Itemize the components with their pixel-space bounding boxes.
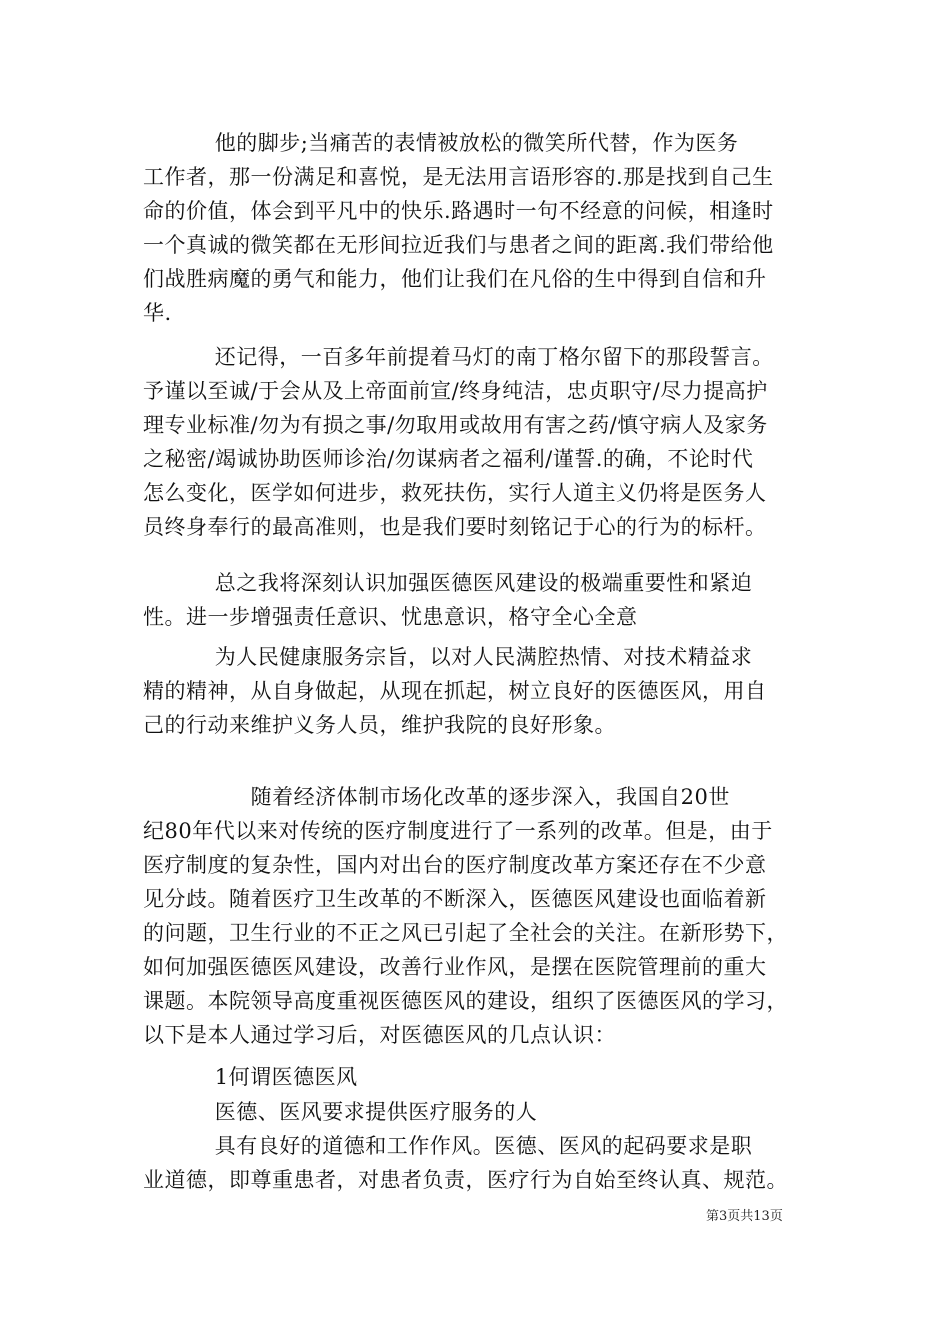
- text-line: 为人民健康服务宗旨，以对人民满腔热情、对技术精益求: [143, 645, 753, 669]
- text-line: 工作者，那一份满足和喜悦，是无法用言语形容的.那是找到自己生: [143, 165, 774, 189]
- text-line: 如何加强医德医风建设，改善行业作风，是摆在医院管理前的重大: [143, 955, 767, 979]
- paragraph-4: [143, 640, 823, 742]
- paragraph-3: [143, 566, 823, 634]
- paragraph-7: [143, 1129, 823, 1197]
- text-line: 予谨以至诚/于会从及上帝面前宣/终身纯洁，忠贞职守/尽力提高护: [143, 379, 768, 403]
- text-line: 还记得，一百多年前提着马灯的南丁格尔留下的那段誓言。: [143, 345, 774, 369]
- text-line: 纪80年代以来对传统的医疗制度进行了一系列的改革。但是，由于: [143, 819, 773, 843]
- text-line: 华.: [143, 301, 172, 325]
- paragraph-2: [143, 340, 823, 544]
- text-line: 们战胜病魔的勇气和能力，他们让我们在凡俗的生中得到自信和升: [143, 267, 767, 291]
- section-heading: [143, 1060, 823, 1094]
- text-line: 总之我将深刻认识加强医德医风建设的极端重要性和紧迫: [143, 571, 753, 595]
- text-line: 精的精神，从自身做起，从现在抓起，树立良好的医德医风，用自: [143, 679, 767, 703]
- text-line: 命的价值，体会到平凡中的快乐.路遇时一句不经意的问候，相逢时: [143, 199, 774, 223]
- text-line: 性。进一步增强责任意识、忧患意识，格守全心全意: [143, 605, 638, 629]
- text-line: 怎么变化，医学如何进步，救死扶伤，实行人道主义仍将是医务人: [143, 481, 767, 505]
- text-line: 1何谓医德医风: [143, 1065, 358, 1089]
- text-line: 随着经济体制市场化改革的逐步深入，我国自20世: [143, 785, 730, 809]
- paragraph-6: [143, 1095, 823, 1129]
- paragraph-1: [143, 126, 823, 330]
- text-line: 课题。本院领导高度重视医德医风的建设，组织了医德医风的学习，: [143, 989, 788, 1013]
- text-line: 理专业标准/勿为有损之事/勿取用或故用有害之药/慎守病人及家务: [143, 413, 768, 437]
- text-line: 的问题，卫生行业的不正之风已引起了全社会的关注。在新形势下，: [143, 921, 788, 945]
- page-number: 第3页共13页: [706, 1209, 783, 1224]
- text-line: 己的行动来维护义务人员，维护我院的良好形象。: [143, 713, 616, 737]
- text-line: 业道德，即尊重患者，对患者负责，医疗行为自始至终认真、规范。: [143, 1168, 788, 1192]
- text-line: 以下是本人通过学习后，对医德医风的几点认识：: [143, 1023, 616, 1047]
- paragraph-5: [143, 780, 823, 1052]
- text-line: 见分歧。随着医疗卫生改革的不断深入，医德医风建设也面临着新: [143, 887, 767, 911]
- text-line: 他的脚步;当痛苦的表情被放松的微笑所代替，作为医务: [143, 131, 739, 155]
- text-line: 医疗制度的复杂性，国内对出台的医疗制度改革方案还存在不少意: [143, 853, 767, 877]
- text-line: 员终身奉行的最高准则，也是我们要时刻铭记于心的行为的标杆。: [143, 515, 767, 539]
- text-line: 之秘密/竭诚协助医师诊治/勿谋病者之福利/谨誓.的确，不论时代: [143, 447, 754, 471]
- text-line: 具有良好的道德和工作作风。医德、医风的起码要求是职: [143, 1134, 753, 1158]
- text-line: 医德、医风要求提供医疗服务的人: [143, 1100, 538, 1124]
- text-line: 一个真诚的微笑都在无形间拉近我们与患者之间的距离.我们带给他: [143, 233, 774, 257]
